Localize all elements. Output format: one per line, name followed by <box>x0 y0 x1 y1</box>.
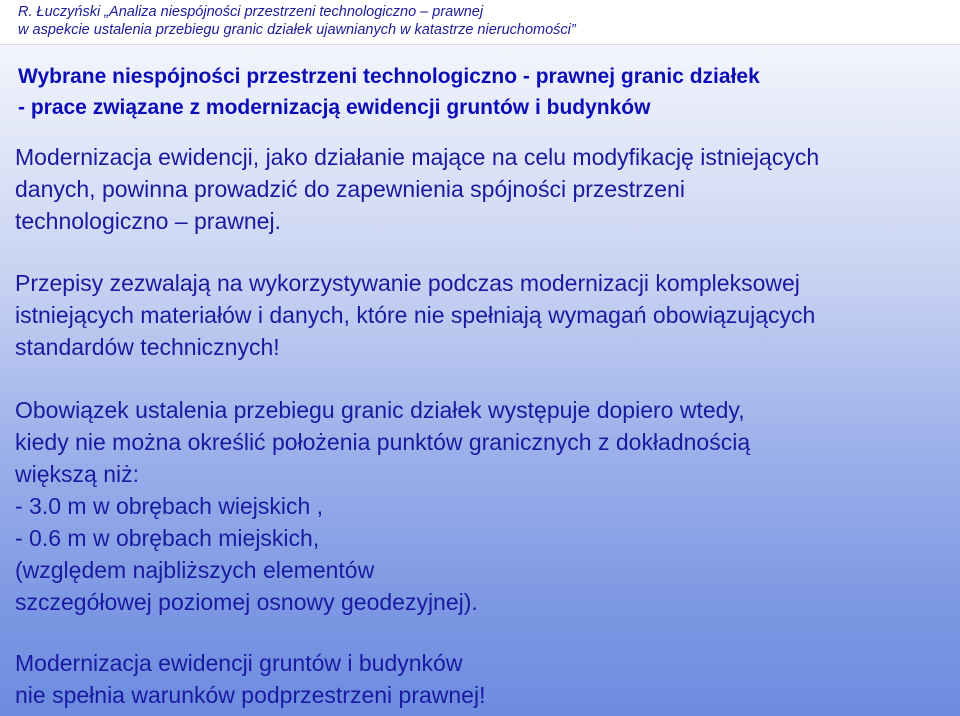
paragraph-line: Modernizacja ewidencji, jako działanie mające na celu modyfikację istniejących <box>15 144 820 170</box>
paragraph-line: szczegółowej poziomej osnowy geodezyjnej). <box>15 589 478 615</box>
paragraph-line: - 3.0 m w obrębach wiejskich , <box>15 493 324 519</box>
paragraph-line: danych, powinna prowadzić do zapewnienia spójności przestrzeni <box>15 176 685 202</box>
paragraph-modernization-goal <box>15 141 950 237</box>
paragraph-line: kiedy nie można określić położenia punktów granicznych z dokładnością <box>15 429 751 455</box>
paragraph-conclusion <box>15 647 950 711</box>
paragraph-line: technologiczno – prawnej. <box>15 208 281 234</box>
header-line-1: R. Łuczyński „Analiza niespójności przestrzeni technologiczno – prawnej <box>18 4 484 20</box>
header-line-2: w aspekcie ustalenia przebiegu granic działek ujawnianych w katastrze nieruchomości” <box>18 22 576 38</box>
title-line-2: - prace związane z modernizacją ewidencji gruntów i budynków <box>18 96 651 119</box>
paragraph-line: większą niż: <box>15 461 139 487</box>
paragraph-line: Modernizacja ewidencji gruntów i budynków <box>15 650 463 676</box>
paragraph-line: Przepisy zezwalają na wykorzystywanie podczas modernizacji kompleksowej <box>15 270 800 296</box>
paragraph-regulations <box>15 267 950 363</box>
paragraph-line: (względem najbliższych elementów <box>15 557 375 583</box>
paragraph-line: Obowiązek ustalenia przebiegu granic działek występuje dopiero wtedy, <box>15 397 745 423</box>
slide-header <box>0 0 960 45</box>
title-line-1: Wybrane niespójności przestrzeni technologiczno - prawnej granic działek <box>18 65 760 88</box>
paragraph-line: istniejących materiałów i danych, które nie spełniają wymagań obowiązujących <box>15 302 816 328</box>
paragraph-boundary-obligation <box>15 394 950 618</box>
slide-title <box>18 61 948 123</box>
paragraph-line: nie spełnia warunków podprzestrzeni prawnej! <box>15 682 486 708</box>
paragraph-line: standardów technicznych! <box>15 334 280 360</box>
paragraph-line: - 0.6 m w obrębach miejskich, <box>15 525 320 551</box>
